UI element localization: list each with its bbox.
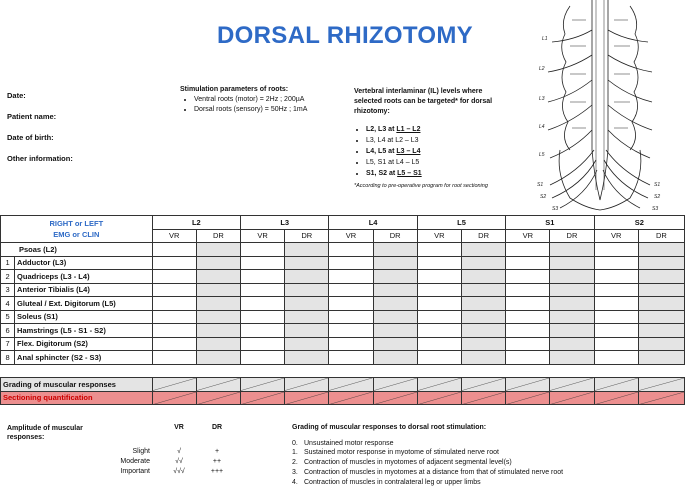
- vr-cell[interactable]: [241, 256, 285, 270]
- vertebral-item: [366, 169, 506, 179]
- amplitude-col-vr: VR: [174, 424, 184, 431]
- muscle-number: 2: [1, 270, 15, 284]
- muscle-name: Anal sphincter (S2 - S3): [15, 351, 153, 365]
- dr-cell[interactable]: [285, 324, 329, 338]
- vr-cell[interactable]: [329, 283, 373, 297]
- level-header: L5: [417, 216, 505, 230]
- muscle-number: 8: [1, 351, 15, 365]
- vr-cell[interactable]: [506, 270, 550, 284]
- spine-label: L4: [539, 124, 545, 130]
- diagonal-slash: [462, 378, 505, 391]
- diagonal-slash: [506, 392, 549, 405]
- vr-cell[interactable]: [241, 243, 285, 257]
- vr-cell[interactable]: [152, 351, 196, 365]
- sectioning-cell[interactable]: [241, 391, 285, 405]
- side-header-line2: EMG or CLIN: [53, 230, 100, 239]
- grading-cell[interactable]: [329, 378, 373, 392]
- dr-cell[interactable]: [638, 351, 684, 365]
- dr-cell[interactable]: [550, 297, 594, 311]
- diagonal-slash: [550, 392, 593, 405]
- vertebral-roots: L3, L4 at: [366, 137, 396, 144]
- vr-cell[interactable]: [417, 256, 461, 270]
- amplitude-label: Moderate: [120, 457, 150, 465]
- vr-cell[interactable]: [329, 310, 373, 324]
- stimulation-list: [180, 95, 345, 115]
- grading-text: Contraction of muscles in myotomes at a distance from that of stimulated nerve root: [304, 468, 564, 476]
- vr-cell[interactable]: [594, 310, 638, 324]
- vertebral-roots: L5, S1 at: [366, 159, 396, 166]
- vr-cell[interactable]: [152, 310, 196, 324]
- diagonal-slash: [374, 378, 417, 391]
- dr-cell[interactable]: [285, 337, 329, 351]
- table-row: [1, 256, 685, 270]
- dr-cell[interactable]: [285, 243, 329, 257]
- amplitude-header-row: [100, 424, 236, 446]
- dr-cell[interactable]: [196, 351, 240, 365]
- diagonal-slash: [506, 378, 549, 391]
- dr-cell[interactable]: [196, 297, 240, 311]
- sectioning-cell[interactable]: [196, 391, 240, 405]
- vr-cell[interactable]: [594, 337, 638, 351]
- diagonal-slash: [153, 378, 196, 391]
- vr-cell[interactable]: [152, 283, 196, 297]
- vr-cell[interactable]: [417, 310, 461, 324]
- vr-cell[interactable]: [241, 297, 285, 311]
- vr-cell[interactable]: [506, 310, 550, 324]
- grading-number: 3.: [292, 468, 298, 476]
- dr-cell[interactable]: [285, 256, 329, 270]
- diagonal-slash: [241, 392, 284, 405]
- dr-cell[interactable]: [196, 283, 240, 297]
- grading-cell[interactable]: [152, 378, 196, 392]
- diagonal-slash: [329, 378, 372, 391]
- spine-label: S1: [654, 182, 661, 188]
- level-header: L3: [241, 216, 329, 230]
- vr-cell[interactable]: [417, 270, 461, 284]
- level-header: S1: [506, 216, 594, 230]
- grading-cell[interactable]: [241, 378, 285, 392]
- dr-cell[interactable]: [550, 270, 594, 284]
- patient-info-fields: [7, 91, 73, 175]
- vr-cell[interactable]: [241, 337, 285, 351]
- table-row: [1, 270, 685, 284]
- vertebral-levels: [354, 87, 506, 190]
- sectioning-cell[interactable]: [417, 391, 461, 405]
- table-row: [1, 283, 685, 297]
- amplitude-row: [100, 446, 236, 456]
- diagonal-slash: [639, 392, 684, 405]
- dr-header: DR: [638, 229, 684, 243]
- vertebral-item: [366, 136, 506, 146]
- vr-cell[interactable]: [241, 270, 285, 284]
- vr-cell[interactable]: [329, 351, 373, 365]
- dr-cell[interactable]: [550, 310, 594, 324]
- vr-cell[interactable]: [594, 297, 638, 311]
- amplitude-vr: √√√: [173, 467, 185, 475]
- vr-cell[interactable]: [506, 337, 550, 351]
- muscle-number: 7: [1, 337, 15, 351]
- dr-cell[interactable]: [373, 337, 417, 351]
- vertebral-level: L5 – S1: [397, 170, 422, 177]
- spinal-cord: [592, 0, 608, 200]
- grading-cell[interactable]: [638, 378, 684, 392]
- sectioning-cell[interactable]: [461, 391, 505, 405]
- vr-cell[interactable]: [594, 324, 638, 338]
- dr-header: DR: [373, 229, 417, 243]
- sectioning-cell[interactable]: [506, 391, 550, 405]
- sectioning-cell[interactable]: [550, 391, 594, 405]
- muscle-number: 6: [1, 324, 15, 338]
- vr-header: VR: [594, 229, 638, 243]
- dr-cell[interactable]: [550, 324, 594, 338]
- diagonal-slash: [285, 392, 328, 405]
- sectioning-row-label: Sectioning quantification: [1, 391, 153, 405]
- vr-cell[interactable]: [594, 243, 638, 257]
- dr-cell[interactable]: [461, 283, 505, 297]
- vr-header: VR: [329, 229, 373, 243]
- vr-cell[interactable]: [241, 310, 285, 324]
- vertebral-level: L4 – L5: [395, 159, 420, 166]
- stimulation-parameters: [180, 85, 345, 115]
- dr-cell[interactable]: [638, 324, 684, 338]
- vr-header: VR: [417, 229, 461, 243]
- vr-cell[interactable]: [506, 256, 550, 270]
- diagonal-slash: [418, 392, 461, 405]
- vr-cell[interactable]: [329, 337, 373, 351]
- vertebral-item: [366, 125, 506, 135]
- vertebral-item: [366, 158, 506, 168]
- diagonal-slash: [241, 378, 284, 391]
- side-header-line1: RIGHT or LEFT: [49, 219, 104, 228]
- muscle-name: Hamstrings (L5 - S1 - S2): [15, 324, 153, 338]
- dr-header: DR: [285, 229, 329, 243]
- vertebral-level: L1 – L2: [396, 126, 421, 133]
- dr-cell[interactable]: [196, 270, 240, 284]
- table-spacer-row: [1, 364, 685, 378]
- amplitude-vr: √√: [175, 457, 183, 465]
- vr-cell[interactable]: [417, 324, 461, 338]
- grading-heading: Grading of muscular responses to dorsal root stimulation:: [292, 424, 487, 431]
- dr-cell[interactable]: [638, 270, 684, 284]
- stimulation-item-dorsal: • Dorsal roots (sensory) = 50Hz ; 1mA: [194, 105, 345, 115]
- grading-cell[interactable]: [550, 378, 594, 392]
- vertebral-list: [354, 125, 506, 179]
- grading-item: [292, 439, 682, 449]
- side-header: [1, 216, 153, 243]
- vr-cell[interactable]: [417, 283, 461, 297]
- vr-cell[interactable]: [152, 297, 196, 311]
- date-of-birth-label: Date of birth:: [7, 133, 54, 142]
- vr-cell[interactable]: [506, 351, 550, 365]
- table-row: [1, 351, 685, 365]
- vr-cell[interactable]: [329, 297, 373, 311]
- grading-cell[interactable]: [506, 378, 550, 392]
- diagonal-slash: [418, 378, 461, 391]
- vr-cell[interactable]: [594, 256, 638, 270]
- dr-cell[interactable]: [461, 310, 505, 324]
- vr-cell[interactable]: [152, 324, 196, 338]
- diagonal-slash: [550, 378, 593, 391]
- dr-cell[interactable]: [461, 270, 505, 284]
- muscle-name: Soleus (S1): [15, 310, 153, 324]
- muscle-name: Quadriceps (L3 - L4): [15, 270, 153, 284]
- vertebral-roots: L2, L3 at: [366, 126, 397, 133]
- sectioning-cell[interactable]: [285, 391, 329, 405]
- vr-cell[interactable]: [594, 283, 638, 297]
- muscle-rows: [1, 243, 685, 365]
- level-header: L4: [329, 216, 417, 230]
- sectioning-cell[interactable]: [594, 391, 638, 405]
- dr-cell[interactable]: [461, 256, 505, 270]
- grading-item: [292, 458, 682, 468]
- vr-cell[interactable]: [594, 351, 638, 365]
- vr-cell[interactable]: [152, 337, 196, 351]
- vr-cell[interactable]: [329, 243, 373, 257]
- amplitude-dr: +: [214, 447, 220, 455]
- sectioning-cell[interactable]: [373, 391, 417, 405]
- diagonal-slash: [639, 378, 684, 391]
- dr-header: DR: [550, 229, 594, 243]
- vr-cell[interactable]: [152, 243, 196, 257]
- muscle-number: 5: [1, 310, 15, 324]
- dr-cell[interactable]: [373, 256, 417, 270]
- diagonal-slash: [153, 392, 196, 405]
- muscle-number: 4: [1, 297, 15, 311]
- diagonal-slash: [595, 392, 638, 405]
- dr-cell[interactable]: [550, 351, 594, 365]
- amplitude-row: [100, 456, 236, 466]
- table-header-row: [1, 216, 685, 230]
- amplitude-dr: ++: [212, 457, 222, 465]
- table-row: [1, 243, 685, 257]
- amplitude-label: Important: [120, 467, 150, 475]
- patient-name-label: Patient name:: [7, 112, 57, 121]
- spine-label: S3: [652, 206, 659, 212]
- spine-illustration: [530, 0, 670, 212]
- grading-cell[interactable]: [417, 378, 461, 392]
- vr-cell[interactable]: [506, 243, 550, 257]
- diagonal-slash: [285, 378, 328, 391]
- vertebral-item: [366, 147, 506, 157]
- grading-item: [292, 468, 682, 478]
- dr-cell[interactable]: [550, 337, 594, 351]
- grading-number: 1.: [292, 449, 298, 457]
- dr-cell[interactable]: [285, 297, 329, 311]
- stimulation-item-ventral: • Ventral roots (motor) = 2Hz ; 200µA: [194, 95, 345, 105]
- vr-cell[interactable]: [417, 337, 461, 351]
- dr-cell[interactable]: [550, 243, 594, 257]
- grading-cell[interactable]: [285, 378, 329, 392]
- dr-cell[interactable]: [373, 310, 417, 324]
- dr-cell[interactable]: [638, 283, 684, 297]
- diagonal-slash: [329, 392, 372, 405]
- spine-label: S2: [540, 194, 547, 200]
- muscle-name: Gluteal / Ext. Digitorum (L5): [15, 297, 153, 311]
- grading-text: Contraction of muscles in contralateral leg or upper limbs: [304, 478, 481, 486]
- vr-cell[interactable]: [506, 297, 550, 311]
- dr-cell[interactable]: [461, 351, 505, 365]
- vertebral-roots: L4, L5 at: [366, 148, 397, 155]
- sectioning-cell[interactable]: [152, 391, 196, 405]
- dr-cell[interactable]: [196, 243, 240, 257]
- dr-cell[interactable]: [461, 297, 505, 311]
- page-title: DORSAL RHIZOTOMY: [217, 22, 473, 49]
- dr-cell[interactable]: [373, 324, 417, 338]
- vr-cell[interactable]: [152, 270, 196, 284]
- grading-text: Sustained motor response in myotome of stimulated nerve root: [304, 449, 499, 457]
- amplitude-table: [100, 424, 236, 476]
- table-row: [1, 337, 685, 351]
- amplitude-row: [100, 466, 236, 476]
- dr-cell[interactable]: [373, 243, 417, 257]
- dr-cell[interactable]: [196, 256, 240, 270]
- vertebral-level: L2 – L3: [395, 137, 419, 144]
- muscle-name: Psoas (L2): [1, 243, 153, 257]
- vertebral-level: L3 – L4: [396, 148, 421, 155]
- dr-cell[interactable]: [550, 256, 594, 270]
- stimulation-heading: Stimulation parameters of roots:: [180, 86, 289, 93]
- vr-cell[interactable]: [506, 324, 550, 338]
- muscle-name: Adductor (L3): [15, 256, 153, 270]
- dr-cell[interactable]: [373, 270, 417, 284]
- dr-cell[interactable]: [196, 324, 240, 338]
- dr-cell[interactable]: [285, 270, 329, 284]
- spine-label: L2: [539, 66, 545, 72]
- vr-cell[interactable]: [506, 283, 550, 297]
- date-label: Date:: [7, 91, 26, 100]
- level-header: L2: [152, 216, 240, 230]
- spine-label: L5: [539, 152, 545, 158]
- vr-header: VR: [152, 229, 196, 243]
- vr-cell[interactable]: [329, 324, 373, 338]
- diagonal-slash: [197, 392, 240, 405]
- vr-cell[interactable]: [594, 270, 638, 284]
- diagonal-slash: [197, 378, 240, 391]
- amplitude-dr: +++: [210, 467, 224, 475]
- amplitude-label: Slight: [132, 447, 150, 455]
- spine-label: L1: [542, 36, 548, 42]
- dr-cell[interactable]: [638, 256, 684, 270]
- vertebral-heading: Vertebral interlaminar (IL) levels where selected roots can be targeted* for dorsal rhizotomy:: [354, 88, 493, 115]
- grading-cell[interactable]: [373, 378, 417, 392]
- dr-header: DR: [461, 229, 505, 243]
- grading-cell[interactable]: [196, 378, 240, 392]
- sectioning-cell[interactable]: [638, 391, 684, 405]
- vertebral-roots: S1, S2 at: [366, 170, 398, 177]
- grading-row: [1, 378, 685, 392]
- dr-cell[interactable]: [285, 283, 329, 297]
- grading-row-label: Grading of muscular responses: [1, 378, 153, 392]
- dr-cell[interactable]: [285, 310, 329, 324]
- amplitude-vr: √: [177, 447, 181, 455]
- vr-header: VR: [506, 229, 550, 243]
- dr-cell[interactable]: [373, 297, 417, 311]
- vr-cell[interactable]: [417, 351, 461, 365]
- sectioning-row: [1, 391, 685, 405]
- grading-text: Unsustained motor response: [304, 439, 394, 447]
- grading-text: Contraction of muscles in myotomes of adjacent segmental level(s): [304, 459, 512, 467]
- dr-cell[interactable]: [461, 243, 505, 257]
- spine-label: L3: [539, 96, 545, 102]
- dr-cell[interactable]: [461, 337, 505, 351]
- grading-cell[interactable]: [461, 378, 505, 392]
- grading-number: 0.: [292, 439, 298, 447]
- spine-label: S2: [654, 194, 661, 200]
- vr-cell[interactable]: [241, 351, 285, 365]
- grading-legend: [292, 423, 682, 487]
- muscle-number: 3: [1, 283, 15, 297]
- grading-item: [292, 478, 682, 488]
- dr-cell[interactable]: [285, 351, 329, 365]
- vr-header: VR: [241, 229, 285, 243]
- diagonal-slash: [595, 378, 638, 391]
- muscle-name: Flex. Digitorum (S2): [15, 337, 153, 351]
- grading-cell[interactable]: [594, 378, 638, 392]
- dr-cell[interactable]: [638, 297, 684, 311]
- vertebral-note: *According to pre-operative program for root sectioning: [354, 183, 488, 189]
- vr-cell[interactable]: [241, 324, 285, 338]
- level-header: S2: [594, 216, 684, 230]
- dr-cell[interactable]: [638, 310, 684, 324]
- table-row: [1, 297, 685, 311]
- diagonal-slash: [462, 392, 505, 405]
- dr-cell[interactable]: [550, 283, 594, 297]
- vr-cell[interactable]: [241, 283, 285, 297]
- dr-cell[interactable]: [638, 243, 684, 257]
- dr-cell[interactable]: [373, 351, 417, 365]
- dr-cell[interactable]: [196, 337, 240, 351]
- vr-cell[interactable]: [329, 256, 373, 270]
- table-row: [1, 324, 685, 338]
- diagonal-slash: [374, 392, 417, 405]
- vr-cell[interactable]: [417, 243, 461, 257]
- dr-cell[interactable]: [196, 310, 240, 324]
- muscle-name: Anterior Tibialis (L4): [15, 283, 153, 297]
- sectioning-cell[interactable]: [329, 391, 373, 405]
- grading-number: 4.: [292, 478, 298, 486]
- spine-label: S1: [537, 182, 544, 188]
- other-information-label: Other information:: [7, 154, 73, 163]
- amplitude-col-dr: DR: [211, 424, 223, 431]
- vr-cell[interactable]: [152, 256, 196, 270]
- spine-label: S3: [552, 206, 559, 212]
- grading-item: [292, 448, 682, 458]
- vr-cell[interactable]: [329, 270, 373, 284]
- dr-cell[interactable]: [373, 283, 417, 297]
- grading-number: 2.: [292, 459, 298, 467]
- dr-cell[interactable]: [638, 337, 684, 351]
- table-row: [1, 310, 685, 324]
- amplitude-heading: Amplitude of muscular responses:: [7, 425, 83, 441]
- dr-header: DR: [196, 229, 240, 243]
- vr-cell[interactable]: [417, 297, 461, 311]
- muscle-number: 1: [1, 256, 15, 270]
- dr-cell[interactable]: [461, 324, 505, 338]
- rhizotomy-table: [0, 215, 685, 405]
